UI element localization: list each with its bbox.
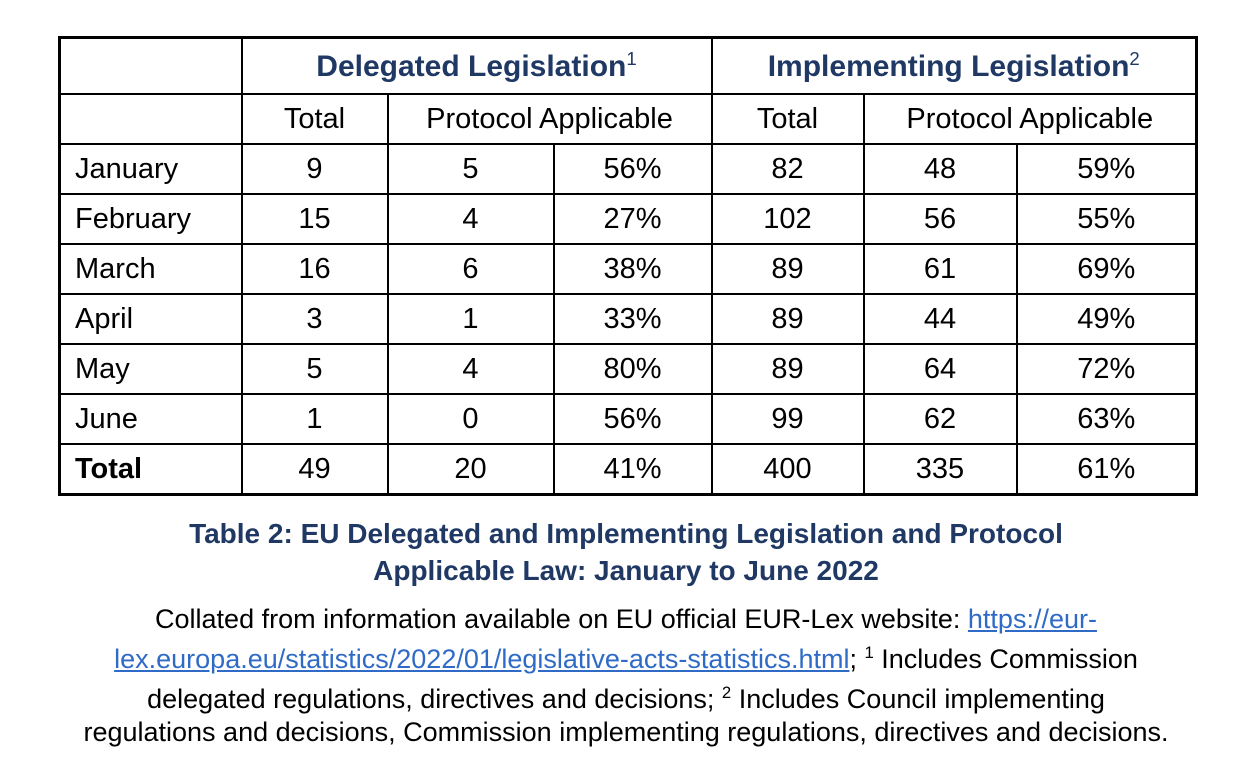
footnote-note1-b: delegated regulations, directives and decisions; <box>147 684 722 714</box>
value-cell: 4 <box>388 194 554 244</box>
value-cell: 56% <box>554 144 712 194</box>
value-cell: 80% <box>554 344 712 394</box>
table-caption <box>0 515 1252 589</box>
value-cell: 61% <box>1017 444 1197 495</box>
value-cell: 1 <box>242 394 388 444</box>
implementing-total-subheader: Total <box>712 94 864 144</box>
month-label: February <box>60 194 242 244</box>
value-cell: 1 <box>388 294 554 344</box>
table-group-header-row <box>60 38 1197 95</box>
table-row-february <box>60 194 1197 244</box>
value-cell: 5 <box>388 144 554 194</box>
value-cell: 55% <box>1017 194 1197 244</box>
value-cell: 4 <box>388 344 554 394</box>
value-cell: 335 <box>864 444 1017 495</box>
value-cell: 89 <box>712 294 864 344</box>
value-cell: 49% <box>1017 294 1197 344</box>
value-cell: 61 <box>864 244 1017 294</box>
empty-corner-cell <box>60 38 242 95</box>
footnote-intro: Collated from information available on EU official EUR-Lex website: <box>155 604 968 634</box>
implementing-footnote-ref: 2 <box>1129 48 1140 69</box>
delegated-protocol-applicable-subheader: Protocol Applicable <box>388 94 712 144</box>
value-cell: 64 <box>864 344 1017 394</box>
delegated-legislation-label: Delegated Legislation <box>316 50 627 83</box>
total-label: Total <box>60 444 242 495</box>
value-cell: 20 <box>388 444 554 495</box>
footnote-ref-2: 2 <box>721 683 732 702</box>
footnote-separator: ; <box>849 644 865 674</box>
value-cell: 0 <box>388 394 554 444</box>
value-cell: 99 <box>712 394 864 444</box>
delegated-total-subheader: Total <box>242 94 388 144</box>
value-cell: 62 <box>864 394 1017 444</box>
value-cell: 69% <box>1017 244 1197 294</box>
footnote-line4 <box>61 716 1191 749</box>
value-cell: 56 <box>864 194 1017 244</box>
table-row-april <box>60 294 1197 344</box>
delegated-footnote-ref: 1 <box>626 48 637 69</box>
footnote-note2-b: regulations and decisions, Commission implementing regulations, directives and decisions. <box>83 717 1169 747</box>
value-cell: 15 <box>242 194 388 244</box>
implementing-legislation-header <box>712 38 1197 95</box>
value-cell: 89 <box>712 244 864 294</box>
footnote-line1 <box>61 603 1191 636</box>
value-cell: 16 <box>242 244 388 294</box>
empty-corner-cell <box>60 94 242 144</box>
implementing-protocol-applicable-subheader: Protocol Applicable <box>864 94 1197 144</box>
table-subheader-row <box>60 94 1197 144</box>
footnote-note2-a: Includes Council implementing <box>731 684 1105 714</box>
value-cell: 9 <box>242 144 388 194</box>
month-label: June <box>60 394 242 444</box>
eurlex-link-part1[interactable]: https://eur- <box>967 604 1097 634</box>
month-label: April <box>60 294 242 344</box>
value-cell: 27% <box>554 194 712 244</box>
table-row-total <box>60 444 1197 495</box>
value-cell: 38% <box>554 244 712 294</box>
delegated-legislation-header <box>242 38 712 95</box>
eurlex-link-part2[interactable]: lex.europa.eu/statistics/2022/01/legislative-acts-statistics.html <box>114 644 850 674</box>
value-cell: 6 <box>388 244 554 294</box>
value-cell: 48 <box>864 144 1017 194</box>
table-caption-line1: Table 2: EU Delegated and Implementing Legislation and Protocol <box>189 518 1063 549</box>
table-row-january <box>60 144 1197 194</box>
footnote-ref-1: 1 <box>864 643 874 662</box>
month-label: March <box>60 244 242 294</box>
footnote-line3 <box>61 676 1191 716</box>
table-row-march <box>60 244 1197 294</box>
value-cell: 49 <box>242 444 388 495</box>
value-cell: 3 <box>242 294 388 344</box>
table-row-june <box>60 394 1197 444</box>
value-cell: 102 <box>712 194 864 244</box>
legislation-table <box>58 36 1198 496</box>
value-cell: 5 <box>242 344 388 394</box>
implementing-legislation-label: Implementing Legislation <box>767 50 1130 83</box>
value-cell: 56% <box>554 394 712 444</box>
footnote-note1-a: Includes Commission <box>873 644 1138 674</box>
value-cell: 89 <box>712 344 864 394</box>
value-cell: 44 <box>864 294 1017 344</box>
value-cell: 59% <box>1017 144 1197 194</box>
value-cell: 33% <box>554 294 712 344</box>
month-label: January <box>60 144 242 194</box>
value-cell: 400 <box>712 444 864 495</box>
value-cell: 82 <box>712 144 864 194</box>
table-footnote <box>61 603 1191 749</box>
table-row-may <box>60 344 1197 394</box>
value-cell: 72% <box>1017 344 1197 394</box>
month-label: May <box>60 344 242 394</box>
table-caption-line2: Applicable Law: January to June 2022 <box>373 555 879 586</box>
footnote-line2 <box>61 636 1191 676</box>
value-cell: 63% <box>1017 394 1197 444</box>
value-cell: 41% <box>554 444 712 495</box>
